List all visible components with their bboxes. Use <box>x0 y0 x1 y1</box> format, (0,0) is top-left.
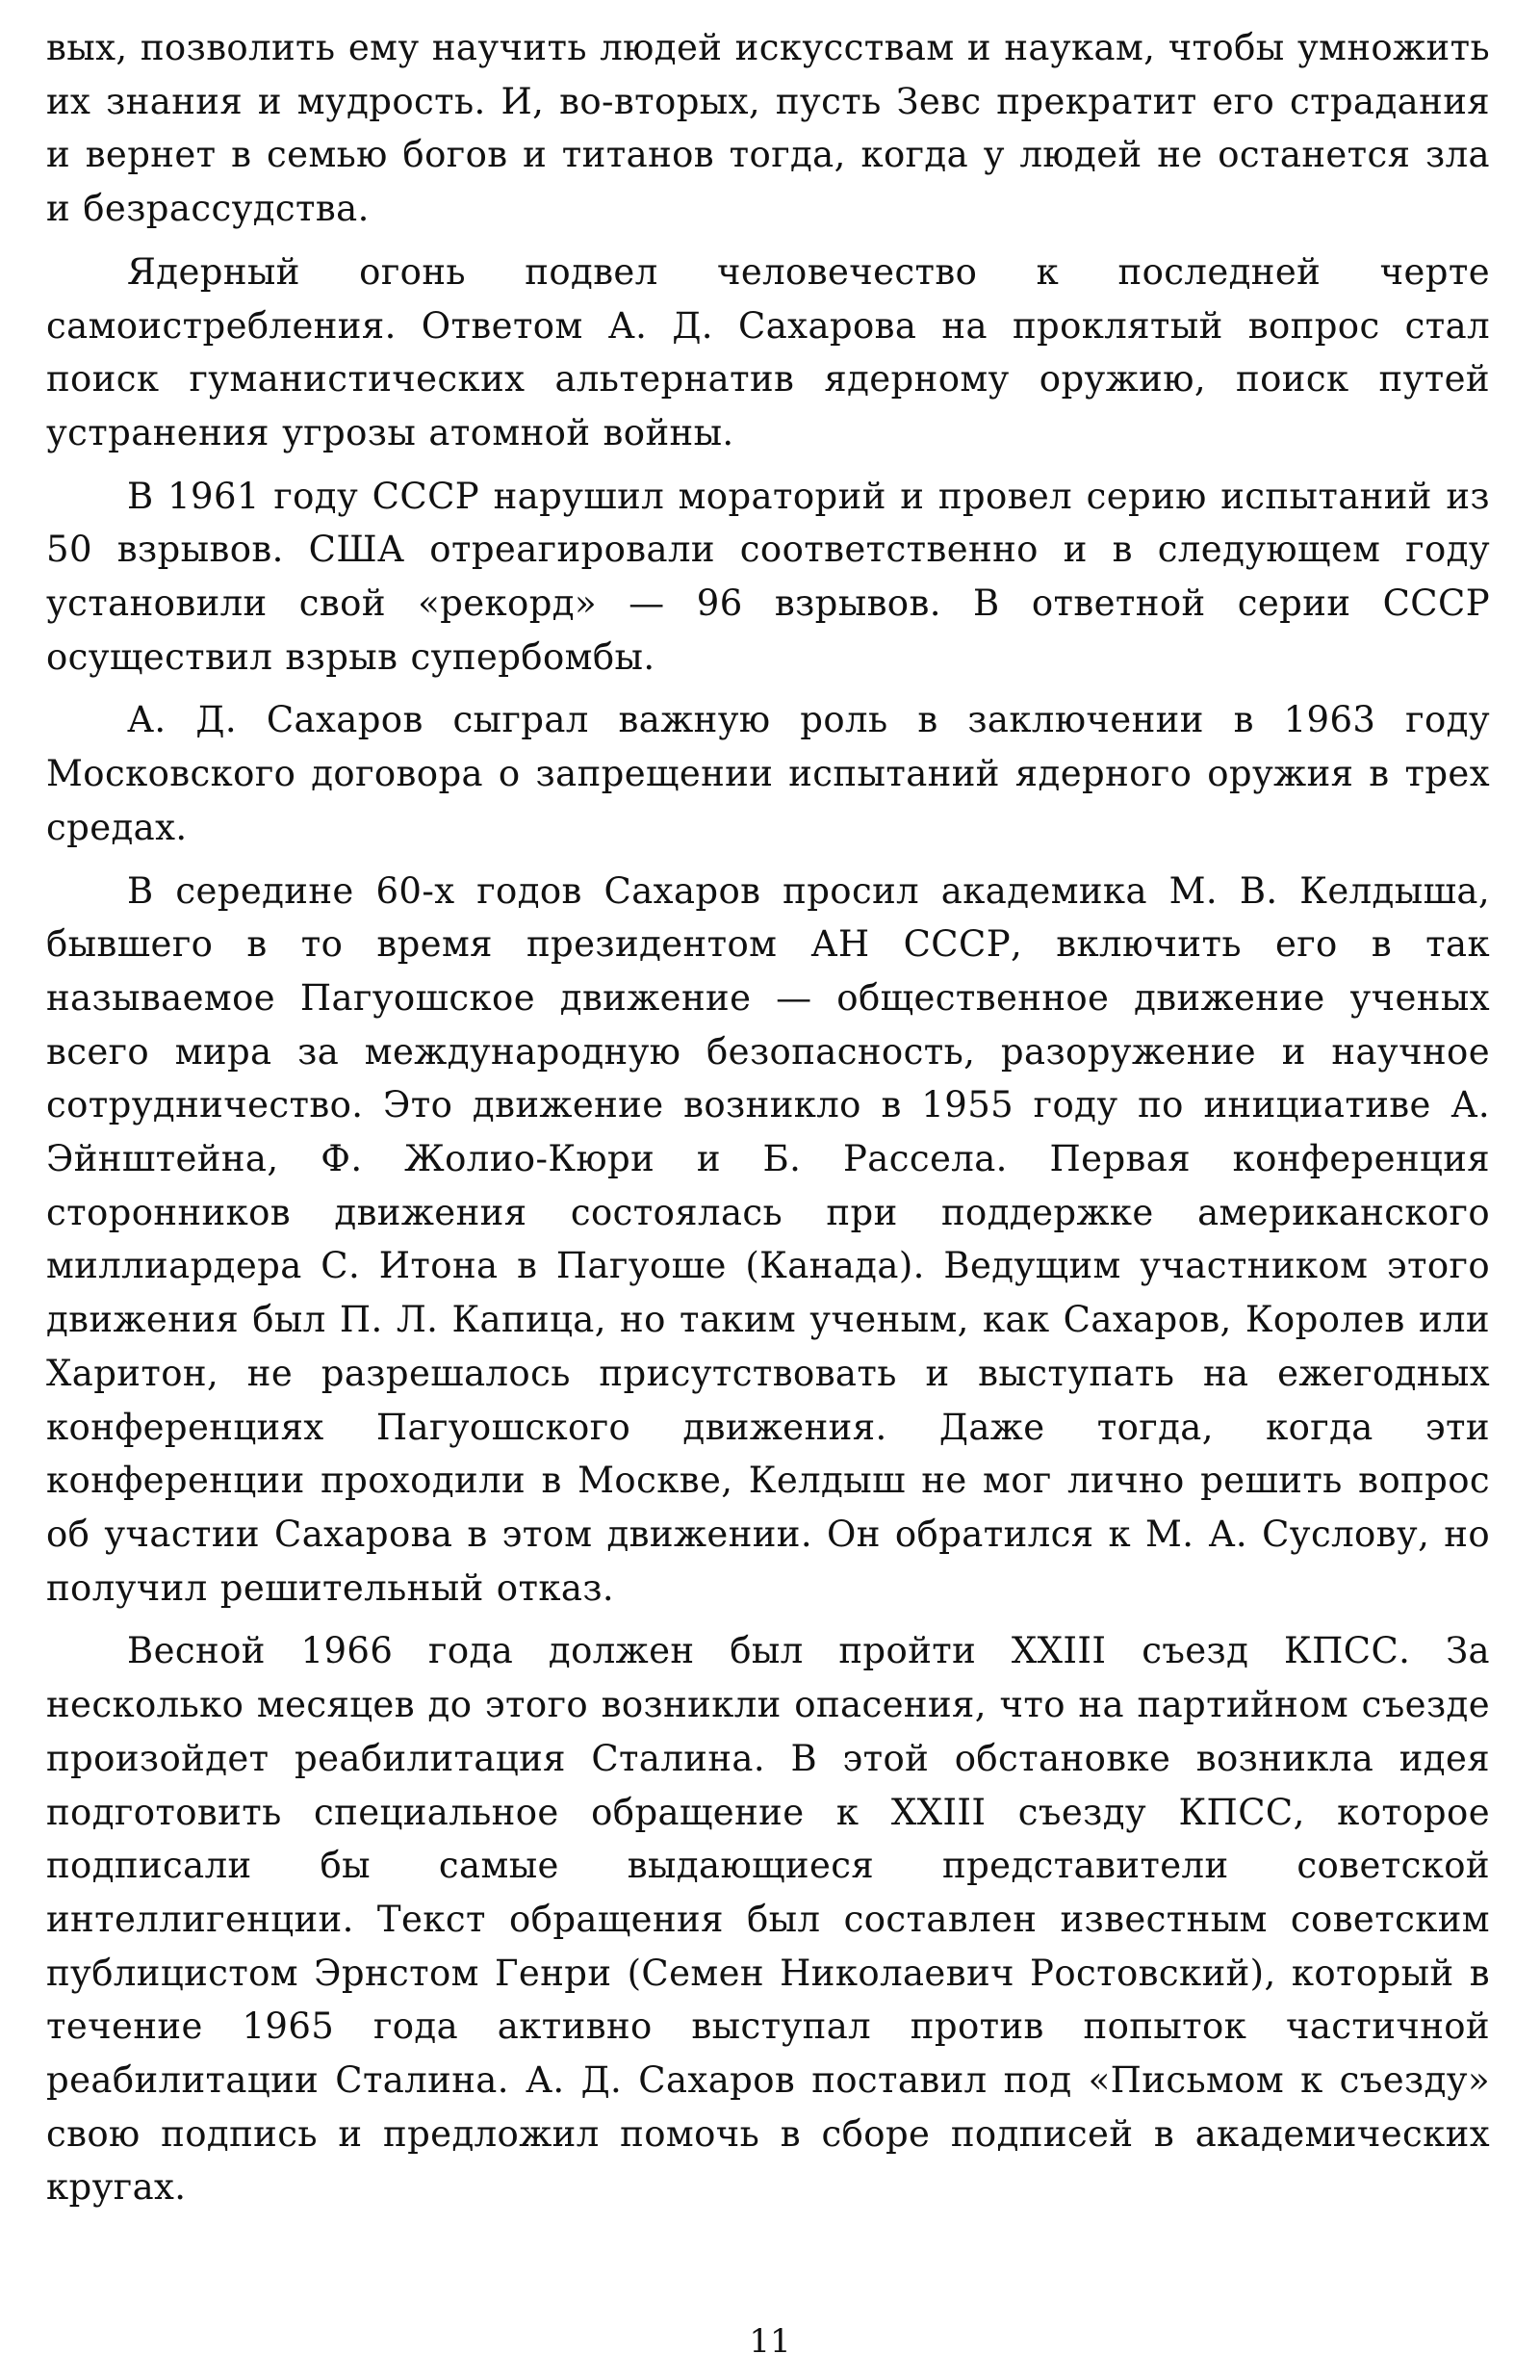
paragraph-2: Ядерный огонь подвел человечество к последней черте самоистребления. Ответом А. Д. Сахарова на проклятый вопрос стал поиск гуманистических альтернатив ядерному оружию, поиск путей устранения угрозы атомной войны. <box>46 250 1490 453</box>
paragraph-1: вых, позволить ему научить людей искусствам и наукам, чтобы умножить их знания и мудрость. И, во-вторых, пусть Зевс прекратит его страдания и вернет в семью богов и титанов тогда, когда у людей не останется зла и безрассудства. <box>46 27 1490 230</box>
paragraph-3: В 1961 году СССР нарушил мораторий и провел серию испытаний из 50 взрывов. США отреагировали соответственно и в следующем году установили свой «рекорд» — 96 взрывов. В ответной серии СССР осуществил взрыв супербомбы. <box>46 475 1490 678</box>
paragraph-5: В середине 60-х годов Сахаров просил академика М. В. Келдыша, бывшего в то время президентом АН СССР, включить его в так называемое Пагуошское движение — общественное движение ученых всего мира за международную безопасность, разоружение и научное сотрудничество. Это движение возникло в 1955 году по инициативе А. Эйнштейна, Ф. Жолио-Кюри и Б. Рассела. Первая конференция сторонников движения состоялась при поддержке американского миллиардера С. Итона в Пагуоше (Канада). Ведущим участником этого движения был П. Л. Капица, но таким ученым, как Сахаров, Королев или Харитон, не разрешалось присутствовать и выступать на ежегодных конференциях Пагуошского движения. Даже тогда, когда эти конференции проходили в Москве, Келдыш не мог лично решить вопрос об участии Сахарова в этом движении. Он обратился к М. А. Суслову, но получил решительный отказ. <box>46 869 1490 1609</box>
paragraph-4: А. Д. Сахаров сыграл важную роль в заключении в 1963 году Московского договора о запрещении испытаний ядерного оружия в трех средах. <box>46 699 1490 848</box>
paragraph-6: Весной 1966 года должен был пройти XXIII съезд КПСС. За несколько месяцев до этого возникли опасения, что на партийном съезде произойдет реабилитация Сталина. В этой обстановке возникла идея подготовить специальное обращение к XXIII съезду КПСС, которое подписали бы самые выдающиеся представители советской интеллигенции. Текст обращения был составлен известным советским публицистом Эрнстом Генри (Семен Николаевич Ростовский), который в течение 1965 года активно выступал против попыток частичной реабилитации Сталина. А. Д. Сахаров поставил под «Письмом к съезду» свою подпись и предложил помочь в сборе подписей в академических кругах. <box>46 1630 1490 2209</box>
page-number: 11 <box>749 2322 791 2361</box>
body-text <box>46 21 1490 2224</box>
